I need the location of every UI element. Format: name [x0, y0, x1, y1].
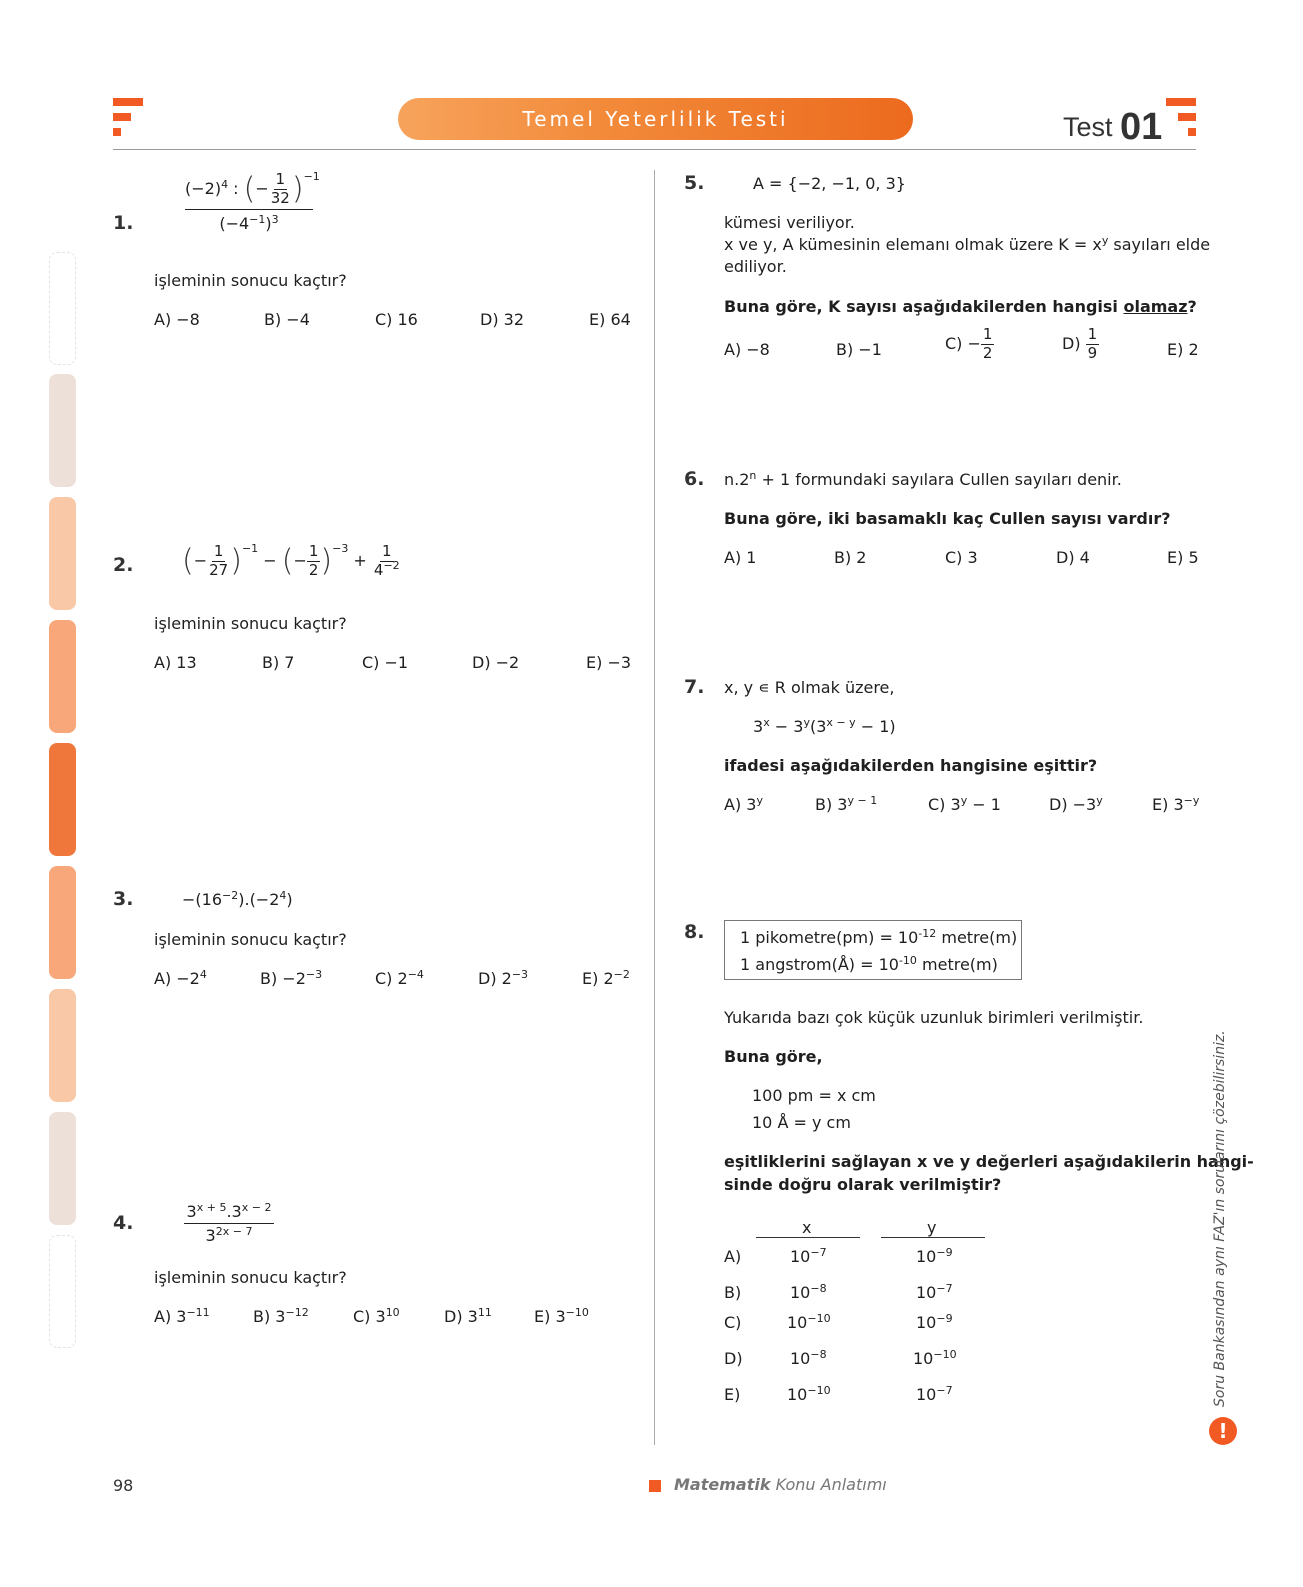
- footer-square-icon: [649, 1480, 661, 1492]
- y-value: $10^{-9}$: [916, 1246, 953, 1266]
- chapter-tab: [49, 866, 76, 979]
- q8-equation: 10 Å = y cm: [752, 1113, 851, 1132]
- answer-option[interactable]: $B) -2^{-3}$: [260, 968, 323, 988]
- y-value: $10^{-7}$: [916, 1282, 953, 1302]
- question-prompt: işleminin sonucu kaçtır?: [154, 271, 347, 290]
- y-value: $10^{-10}$: [913, 1348, 957, 1368]
- y-value: $10^{-7}$: [916, 1384, 953, 1404]
- q5-text: x ve y, A kümesinin elemanı olmak üzere $K = x^y$ sayıları elde: [724, 234, 1211, 254]
- logo-bar: [113, 113, 131, 121]
- x-value: $10^{-10}$: [787, 1384, 831, 1404]
- logo-bar: [1188, 128, 1196, 136]
- column-header-x: x: [802, 1218, 812, 1237]
- chapter-tab: [49, 1235, 76, 1348]
- footer-subject: Matematik Konu Anlatımı: [674, 1475, 887, 1494]
- answer-option[interactable]: D): [724, 1349, 743, 1368]
- column-underline: [756, 1237, 860, 1238]
- q5-set: A = {−2, −1, 0, 3}: [753, 174, 906, 193]
- answer-option[interactable]: $D) -3^y$: [1049, 794, 1103, 814]
- x-value: $10^{-7}$: [790, 1246, 827, 1266]
- chapter-tab: [49, 620, 76, 733]
- answer-option[interactable]: E): [724, 1385, 741, 1404]
- answer-option[interactable]: E) $3^{-10}$: [534, 1306, 589, 1326]
- logo-bar: [113, 98, 143, 106]
- answer-option[interactable]: A) 13: [154, 653, 197, 672]
- answer-option[interactable]: $A) -2^4$: [154, 968, 207, 988]
- answer-option[interactable]: B) −1: [836, 340, 882, 359]
- q5-text: kümesi veriliyor.: [724, 213, 855, 232]
- answer-option[interactable]: D) $2^{-3}$: [478, 968, 529, 988]
- q8-info: Yukarıda bazı çok küçük uzunluk birimleri verilmiştir.: [724, 1008, 1144, 1027]
- side-note: Soru Bankasından aynı FAZ'ın sorularını çözebilirsiniz.: [1212, 1030, 1228, 1407]
- answer-option[interactable]: D) $3^{11}$: [444, 1306, 492, 1326]
- q8-question: sinde doğru olarak verilmiştir?: [724, 1175, 1002, 1194]
- q4-expression: $3^{x + 5}.3^{x - 2}$ $3^{2x - 7}$: [184, 1202, 274, 1245]
- test-label: [1063, 106, 1162, 149]
- answer-option[interactable]: E) 64: [589, 310, 631, 329]
- logo-bar: [113, 128, 121, 136]
- answer-option[interactable]: D) −2: [472, 653, 520, 672]
- chapter-tab-active: [49, 743, 76, 856]
- question-number: 8.: [684, 921, 705, 943]
- question-prompt: işleminin sonucu kaçtır?: [154, 1268, 347, 1287]
- answer-option[interactable]: C) − $\frac{1}{2}$: [945, 325, 993, 362]
- answer-option[interactable]: D) 32: [480, 310, 525, 329]
- chapter-tab: [49, 497, 76, 610]
- column-header-y: y: [927, 1218, 937, 1237]
- q5-text: ediliyor.: [724, 257, 787, 276]
- logo-bar: [1178, 113, 1196, 121]
- test-word: Test: [1063, 112, 1113, 142]
- answer-option[interactable]: A) 1: [724, 548, 757, 567]
- x-value: $10^{-10}$: [787, 1312, 831, 1332]
- answer-option[interactable]: A) $3^{-11}$: [154, 1306, 210, 1326]
- x-value: $10^{-8}$: [790, 1282, 827, 1302]
- q5-question: Buna göre, K sayısı aşağıdakilerden hangisi olamaz?: [724, 297, 1197, 316]
- answer-option[interactable]: E) 2: [1167, 340, 1199, 359]
- answer-option[interactable]: B) $3^{-12}$: [253, 1306, 309, 1326]
- answer-option[interactable]: C) $2^{-4}$: [375, 968, 424, 988]
- answer-option[interactable]: C) 16: [375, 310, 418, 329]
- question-number: 2.: [113, 554, 134, 576]
- q3-expression: $-(16^{-2}).(-2^4)$: [182, 889, 293, 909]
- answer-option[interactable]: B) 2: [834, 548, 867, 567]
- answer-option[interactable]: C): [724, 1313, 742, 1332]
- q8-equation: 100 pm = x cm: [752, 1086, 876, 1105]
- answer-option[interactable]: B): [724, 1283, 742, 1302]
- chapter-tab: [49, 252, 76, 365]
- unit-definition: 1 angstrom(Å) = $10^{-10}$ metre(m): [740, 954, 998, 974]
- column-underline: [881, 1237, 985, 1238]
- question-prompt: işleminin sonucu kaçtır?: [154, 614, 347, 633]
- header-divider: [113, 149, 1196, 150]
- question-prompt: işleminin sonucu kaçtır?: [154, 930, 347, 949]
- x-value: $10^{-8}$: [790, 1348, 827, 1368]
- q2-expression: (− $\frac{1}{27}$ )$^{-1}$ − (− $\frac{1}{2}$ )$^{-3}$ + $\frac{1}{4^{-2}}$: [182, 541, 400, 579]
- answer-option[interactable]: C) 3: [945, 548, 978, 567]
- q7-condition: x, y ∊ R olmak üzere,: [724, 678, 895, 697]
- question-number: 3.: [113, 888, 134, 910]
- q7-question: ifadesi aşağıdakilerden hangisine eşittir?: [724, 756, 1098, 775]
- q6-question: Buna göre, iki basamaklı kaç Cullen sayısı vardır?: [724, 509, 1171, 528]
- test-number: 01: [1120, 106, 1163, 148]
- answer-option[interactable]: B) −4: [264, 310, 310, 329]
- q1-expression: $(-2)^4$ : (− $\frac{1}{32}$ )$^{-1}$ $(-4^{-1})^3$: [185, 169, 320, 233]
- question-number: 4.: [113, 1212, 134, 1234]
- answer-option[interactable]: D) $\frac{1}{9}$: [1062, 325, 1098, 362]
- answer-option[interactable]: A) 3$^y$: [724, 794, 763, 814]
- chapter-tab: [49, 989, 76, 1102]
- answer-option[interactable]: E) $2^{-2}$: [582, 968, 630, 988]
- answer-option[interactable]: A) −8: [724, 340, 770, 359]
- test-title-banner: Temel Yeterlilik Testi: [398, 98, 913, 140]
- answer-option[interactable]: E) $3^{-y}$: [1152, 794, 1200, 814]
- q8-question: eşitliklerini sağlayan x ve y değerleri aşağıdakilerin hangi-: [724, 1152, 1254, 1171]
- chapter-tab: [49, 374, 76, 487]
- exclamation-icon: !: [1209, 1417, 1237, 1445]
- chapter-tab: [49, 1112, 76, 1225]
- answer-option[interactable]: B) $3^{y - 1}$: [815, 794, 878, 814]
- logo-bar: [1166, 98, 1196, 106]
- question-number: 6.: [684, 468, 705, 490]
- question-number: 7.: [684, 676, 705, 698]
- answer-option[interactable]: E) −3: [586, 653, 632, 672]
- answer-option[interactable]: E) 5: [1167, 548, 1199, 567]
- q7-expression: $3^x - 3^y(3^{x - y} - 1)$: [753, 716, 896, 736]
- page-number: 98: [113, 1476, 134, 1495]
- answer-option[interactable]: C) $3^{10}$: [353, 1306, 400, 1326]
- question-number: 1.: [113, 212, 134, 234]
- answer-option[interactable]: A) −8: [154, 310, 200, 329]
- q8-lead: Buna göre,: [724, 1047, 823, 1066]
- answer-option[interactable]: C) −1: [362, 653, 409, 672]
- y-value: $10^{-9}$: [916, 1312, 953, 1332]
- q6-text: $n.2^n + 1$ formundaki sayılara Cullen sayıları denir.: [724, 469, 1122, 489]
- column-divider: [654, 170, 655, 1445]
- unit-definition: 1 pikometre(pm) = $10^{-12}$ metre(m): [740, 927, 1018, 947]
- answer-option[interactable]: C) $3^y - 1$: [928, 794, 1001, 814]
- question-number: 5.: [684, 172, 705, 194]
- answer-option[interactable]: D) 4: [1056, 548, 1090, 567]
- answer-option[interactable]: A): [724, 1247, 742, 1266]
- answer-option[interactable]: B) 7: [262, 653, 295, 672]
